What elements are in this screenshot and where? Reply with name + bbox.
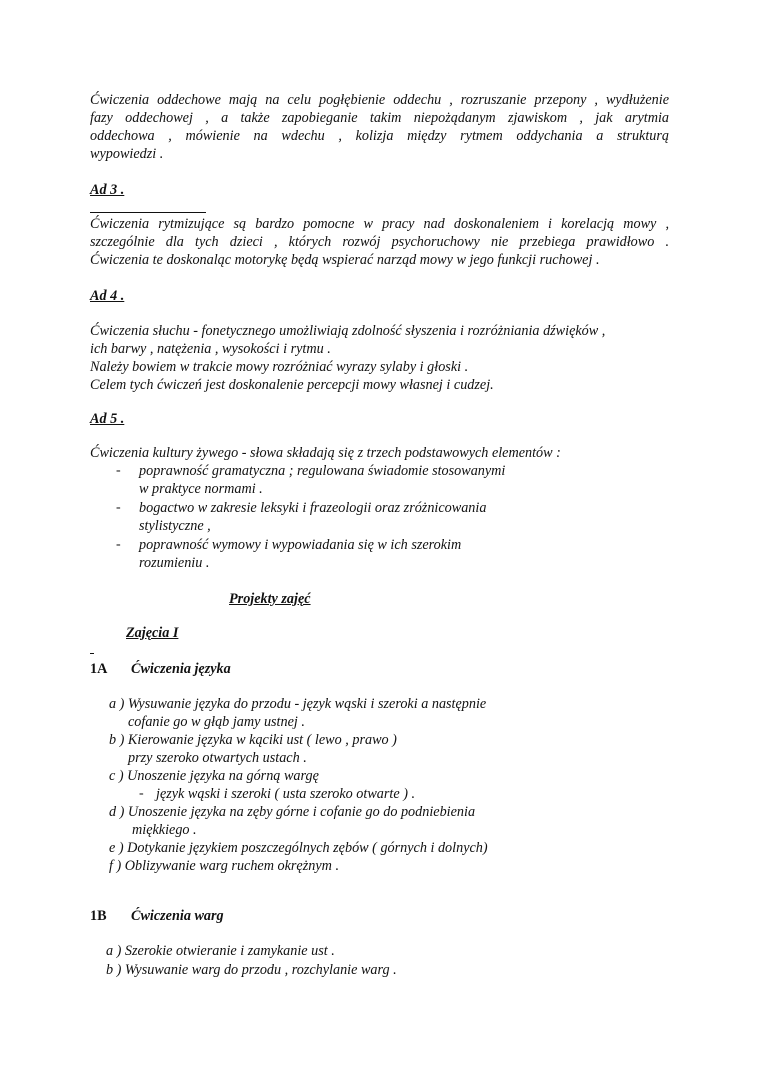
projects-title: Projekty zajęć <box>229 591 311 607</box>
s1a-item-e: e ) Dotykanie językiem poszczególnych zębów ( górnych i dolnych) <box>109 840 488 856</box>
ad3-heading: Ad 3 . <box>90 182 125 198</box>
ad5-bullet-3: - <box>116 537 121 552</box>
paragraph-breathing-line-1: Ćwiczenia oddechowe mają na celu pogłębienie oddechu , rozruszanie przepony , wydłużenie <box>90 92 669 108</box>
s1a-item-d-line-1: d ) Unoszenie języka na zęby górne i cofanie go do podniebienia <box>109 804 476 820</box>
section-1a-number: 1A <box>90 661 108 677</box>
ad3-line-1: Ćwiczenia rytmizujące są bardzo pomocne w pracy nad doskonaleniem i korelacją mowy , <box>90 216 669 232</box>
ad5-item-2-line-1: bogactwo w zakresie leksyki i frazeologii oraz zróżnicowania <box>139 500 487 516</box>
s1a-item-b-line-2: przy szeroko otwartych ustach . <box>128 750 307 766</box>
ad4-line-3: Należy bowiem w trakcie mowy rozróżniać wyrazy sylaby i głoski . <box>90 359 469 375</box>
ad5-item-2-line-2: stylistyczne , <box>139 518 211 534</box>
section-1b-number: 1B <box>90 908 107 924</box>
ad5-item-1-line-2: w praktyce normami . <box>139 481 263 497</box>
s1a-item-a-line-1: a ) Wysuwanie języka do przodu - język wąski i szeroki a następnie <box>109 696 487 712</box>
ad5-item-3-line-1: poprawność wymowy i wypowiadania się w ich szerokim <box>139 537 462 553</box>
section-1b-title: Ćwiczenia warg <box>131 908 224 924</box>
s1a-item-c-line-1: c ) Unoszenie języka na górną wargę <box>109 768 319 784</box>
ad3-divider <box>90 212 206 213</box>
ad4-line-1: Ćwiczenia słuchu - fonetycznego umożliwiają zdolność słyszenia i rozróżniania dźwięków , <box>90 323 606 339</box>
s1a-item-c-line-2: język wąski i szeroki ( usta szeroko otwarte ) . <box>156 786 416 802</box>
s1b-item-a: a ) Szerokie otwieranie i zamykanie ust . <box>106 943 335 959</box>
ad5-bullet-2: - <box>116 500 121 515</box>
ad4-line-2: ich barwy , natężenia , wysokości i rytmu . <box>90 341 331 357</box>
ad4-heading: Ad 4 . <box>90 288 125 304</box>
ad5-item-1-line-1: poprawność gramatyczna ; regulowana świadomie stosowanymi <box>139 463 506 479</box>
small-mark <box>90 653 94 654</box>
s1b-item-b: b ) Wysuwanie warg do przodu , rozchylanie warg . <box>106 962 397 978</box>
ad4-line-4: Celem tych ćwiczeń jest doskonalenie percepcji mowy własnej i cudzej. <box>90 377 494 393</box>
paragraph-breathing-line-4: wypowiedzi . <box>90 146 164 162</box>
section-1a-title: Ćwiczenia języka <box>131 661 231 677</box>
paragraph-breathing-line-3: oddechowa , mówienie na wdechu , kolizja między rytmem oddychania a strukturą <box>90 128 669 144</box>
ad5-intro: Ćwiczenia kultury żywego - słowa składają się z trzech podstawowych elementów : <box>90 445 561 461</box>
paragraph-breathing-line-2: fazy oddechowej , a także zapobieganie takim niepożądanym zjawiskom , jak arytmia <box>90 110 669 126</box>
s1a-item-b-line-1: b ) Kierowanie języka w kąciki ust ( lewo , prawo ) <box>109 732 397 748</box>
ad5-item-3-line-2: rozumieniu . <box>139 555 210 571</box>
ad5-heading: Ad 5 . <box>90 411 125 427</box>
ad5-bullet-1: - <box>116 463 121 478</box>
ad3-line-3: Ćwiczenia te doskonaląc motorykę będą wspierać narząd mowy w jego funkcji ruchowej . <box>90 252 600 268</box>
ad3-line-2: szczególnie dla tych dzieci , których rozwój psychoruchowy nie przebiega prawidłowo . <box>90 234 669 250</box>
s1a-item-a-line-2: cofanie go w głąb jamy ustnej . <box>128 714 305 730</box>
s1a-item-c-dash: - <box>139 786 144 801</box>
s1a-item-f: f ) Oblizywanie warg ruchem okrężnym . <box>109 858 339 874</box>
lesson-title: Zajęcia I <box>126 625 179 641</box>
s1a-item-d-line-2: miękkiego . <box>132 822 197 838</box>
